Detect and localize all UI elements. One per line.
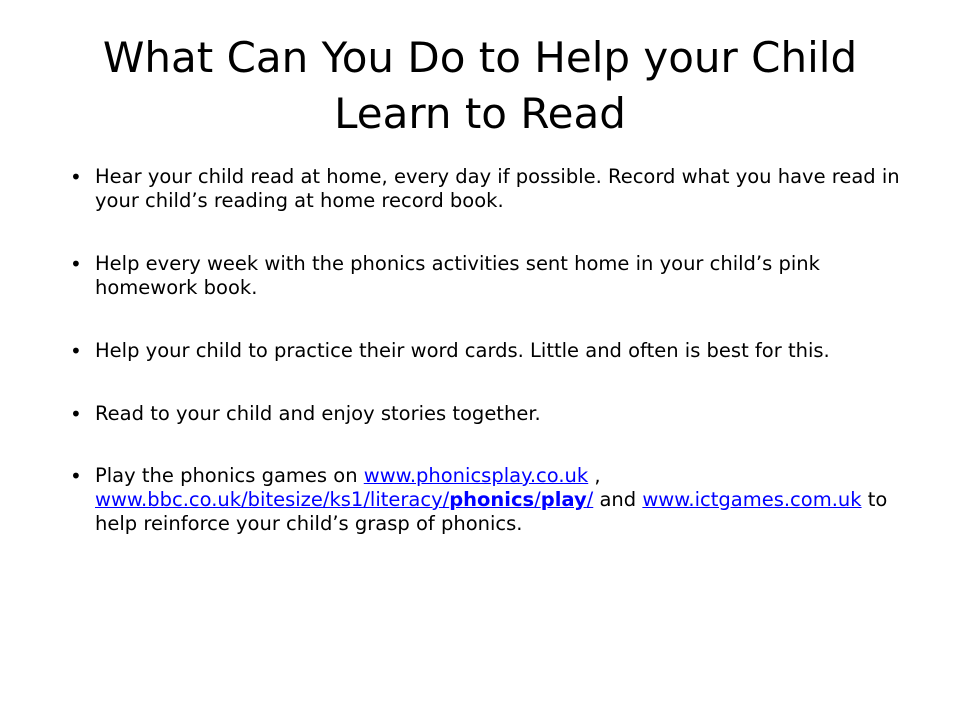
bbc-link-suffix: /: [586, 488, 594, 511]
bbc-link-phonics: phonics: [449, 488, 535, 511]
bullet-dot-icon: •: [70, 165, 82, 189]
ictgames-link[interactable]: www.ictgames.com.uk: [642, 488, 862, 511]
bullet-text: Read to your child and enjoy stories together.: [95, 402, 541, 425]
bbc-bitesize-link[interactable]: [95, 488, 593, 511]
bullet-item-read-to-child: [60, 402, 900, 426]
bullet-dot-icon: •: [70, 339, 82, 363]
bullet-text: Help every week with the phonics activities sent home in your child’s pink homework book.: [95, 252, 820, 299]
bbc-link-play: play: [540, 488, 587, 511]
bullet-item-phonics-activities: [60, 252, 900, 300]
outro-text: to help reinforce your child’s grasp of phonics.: [95, 488, 888, 535]
bbc-link-slash: /: [534, 488, 541, 511]
separator-text: ,: [588, 464, 601, 487]
title-line-1: What Can You Do to Help your Child: [102, 33, 858, 82]
bullet-dot-icon: •: [70, 464, 82, 488]
bullet-text: Help your child to practice their word cards. Little and often is best for this.: [95, 339, 830, 362]
slide-title: [60, 30, 900, 142]
phonicsplay-link[interactable]: www.phonicsplay.co.uk: [363, 464, 589, 487]
and-text: and: [593, 488, 643, 511]
bullet-item-read-at-home: [60, 165, 900, 213]
bullet-dot-icon: •: [70, 402, 82, 426]
bullet-item-phonics-games: [60, 464, 900, 536]
title-line-2: Learn to Read: [334, 89, 626, 138]
bbc-link-prefix: www.bbc.co.uk/bitesize/ks1/literacy/: [95, 488, 450, 511]
bullet-item-word-cards: [60, 339, 900, 363]
bullet-list: [60, 165, 900, 575]
bullet-text: Hear your child read at home, every day if possible. Record what you have read in your child’s reading at home record book.: [95, 165, 900, 212]
bullet-intro-text: Play the phonics games on: [95, 464, 364, 487]
bullet-dot-icon: •: [70, 252, 82, 276]
